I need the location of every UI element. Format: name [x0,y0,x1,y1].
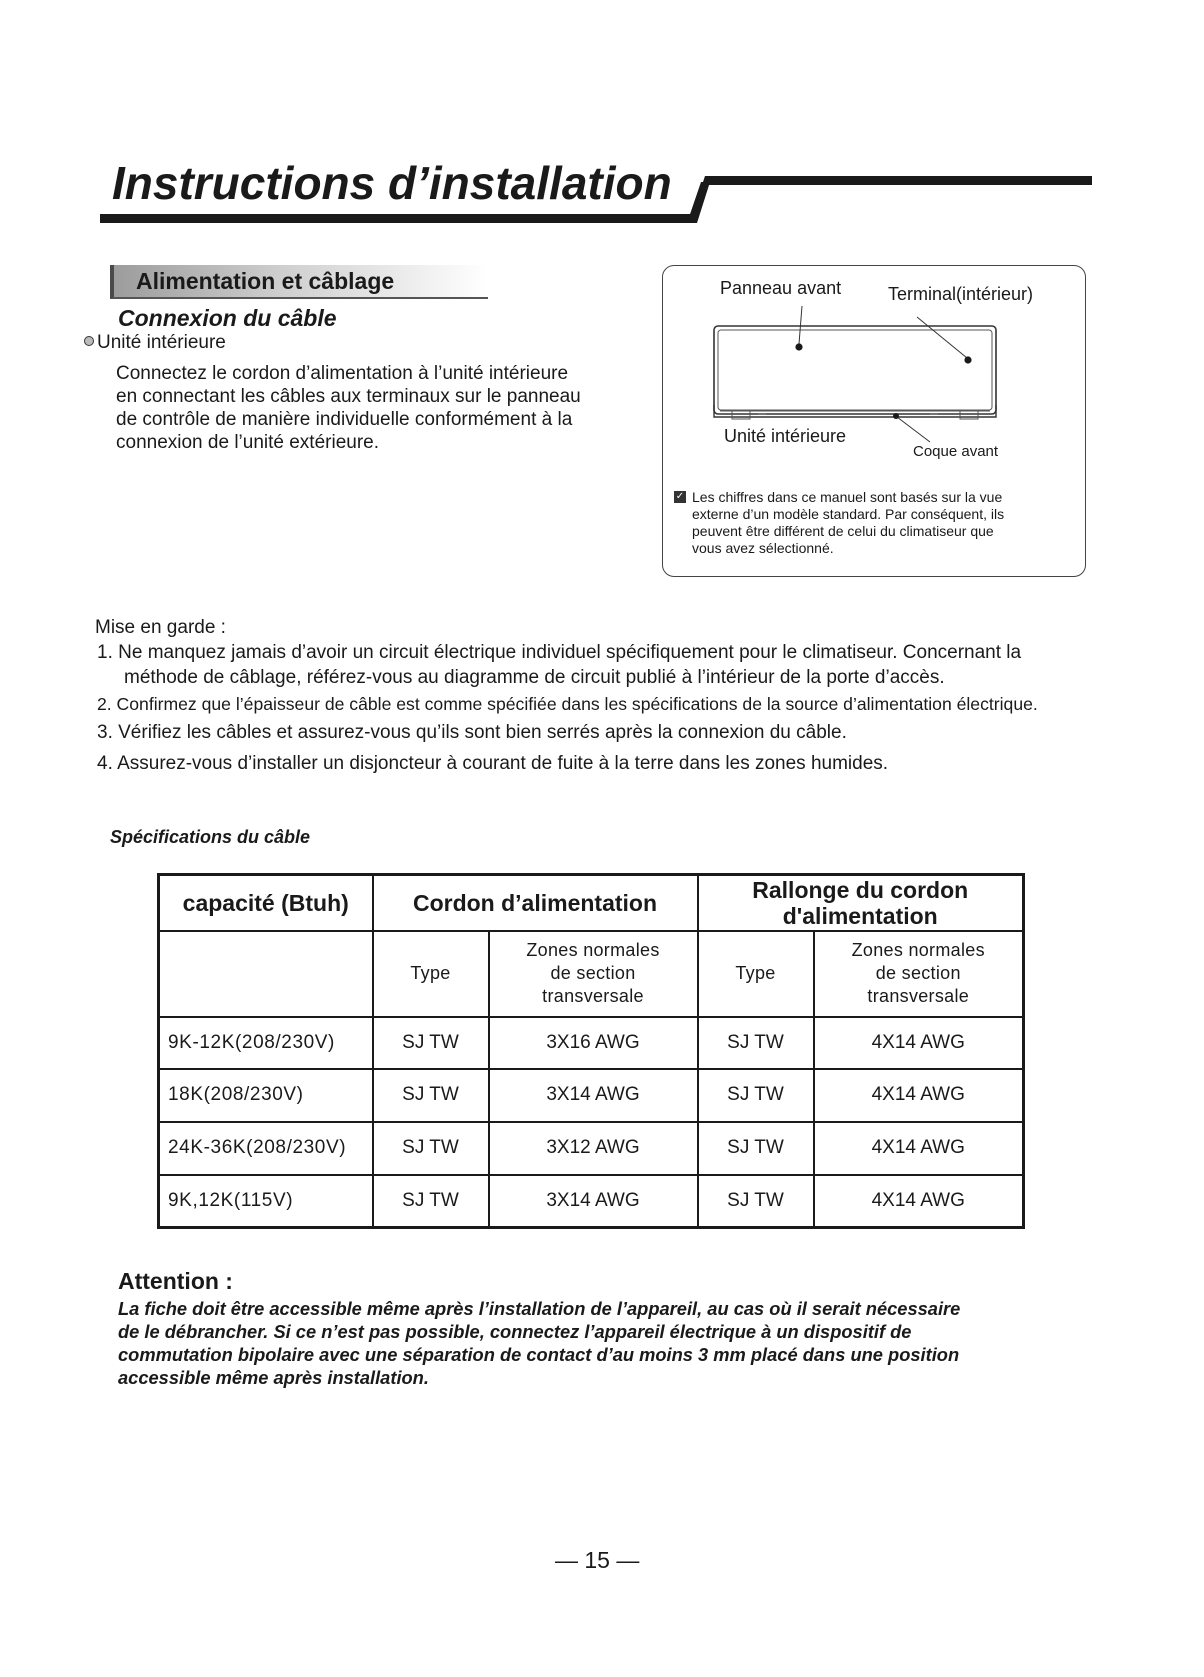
subheading: Connexion du câble [118,305,337,331]
attention-paragraph [118,1297,1078,1389]
subheader-line: Zones normales [851,940,985,960]
header-extension-cord [698,875,1024,931]
table-subheader-row [159,931,1024,1017]
cell-cord-section: 3X16 AWG [489,1017,698,1069]
cell-cord-type: SJ TW [373,1069,489,1122]
bullet-text: Unité intérieure [97,332,226,353]
table-header-row [159,875,1024,931]
caution-item-3: 3. Vérifiez les câbles et assurez-vous qu’ils sont bien serrés après la connexion du câble. [97,722,847,743]
header-extension-line: Rallonge du cordon [752,876,969,903]
cell-cord-section: 3X12 AWG [489,1122,698,1175]
note-line: vous avez sélectionné. [692,540,834,556]
subheader-ext-section [814,931,1024,1017]
cell-ext-type: SJ TW [698,1175,814,1228]
cable-spec-table [157,873,1025,1229]
front-shell-label: Coque avant [913,443,999,460]
front-panel-label: Panneau avant [720,278,842,298]
cell-ext-section: 4X14 AWG [814,1017,1024,1069]
cell-capacity: 9K-12K(208/230V) [159,1017,373,1069]
attention-line: commutation bipolaire avec une séparation de contact d’au moins 3 mm placé dans une position [118,1344,960,1365]
caution-title: Mise en garde : [95,617,226,638]
table-row [159,1069,1024,1122]
subheader-line: de section [875,963,961,983]
header-capacity: capacité (Btuh) [159,875,373,931]
cell-ext-type: SJ TW [698,1122,814,1175]
intro-line: en connectant les câbles aux terminaux sur le panneau [116,386,581,407]
caution-item-1: 1. Ne manquez jamais d’avoir un circuit électrique individuel spécifiquement pour le climatiseur. Concernant la [97,642,1022,663]
bullet-item [84,332,226,354]
subheader-line: transversale [542,986,644,1006]
header-extension-line: d'alimentation [782,902,938,929]
subheader-line: transversale [867,986,970,1006]
diagram-note [674,489,1074,557]
terminal-label: Terminal(intérieur) [888,284,1034,304]
page-number: — 15 — [555,1547,640,1573]
section-heading-text: Alimentation et câblage [136,268,395,294]
bullet-icon [84,336,94,346]
intro-line: connexion de l’unité extérieure. [116,432,380,453]
table-row [159,1017,1024,1069]
attention-line: de le débrancher. Si ce n’est pas possible, connectez l’appareil électrique à un dispositif de [118,1321,912,1342]
cell-ext-section: 4X14 AWG [814,1175,1024,1228]
note-line: Les chiffres dans ce manuel sont basés sur la vue [692,489,1003,505]
caution-item-2: 2. Confirmez que l’épaisseur de câble est comme spécifiée dans les spécifications de la source d’alimentation électrique. [97,694,1038,714]
subheader-line: de section [550,963,636,983]
section-heading [110,265,488,299]
caution-item-4: 4. Assurez-vous d’installer un disjoncteur à courant de fuite à la terre dans les zones humides. [97,753,889,774]
cell-ext-section: 4X14 AWG [814,1122,1024,1175]
subheader-empty [159,931,373,1017]
note-line: externe d’un modèle standard. Par conséquent, ils [692,506,1005,522]
subheader-cord-type: Type [373,931,489,1017]
title-underline [100,176,1100,226]
page-title: Instructions d’installation [112,157,672,209]
table-row [159,1122,1024,1175]
attention-line: La fiche doit être accessible même après l’installation de l’appareil, au cas où il serait nécessaire [118,1298,961,1319]
intro-line: Connectez le cordon d’alimentation à l’unité intérieure [116,363,569,384]
intro-paragraph [116,362,636,454]
intro-line: de contrôle de manière individuelle conformément à la [116,409,573,430]
cell-ext-section: 4X14 AWG [814,1069,1024,1122]
cell-cord-type: SJ TW [373,1017,489,1069]
spec-title: Spécifications du câble [110,827,311,847]
subheader-ext-type: Type [698,931,814,1017]
cell-ext-type: SJ TW [698,1069,814,1122]
cell-cord-type: SJ TW [373,1122,489,1175]
subheader-line: Zones normales [526,940,660,960]
attention-line: accessible même après installation. [118,1367,429,1388]
cell-cord-section: 3X14 AWG [489,1175,698,1228]
cell-cord-section: 3X14 AWG [489,1069,698,1122]
cell-capacity: 9K,12K(115V) [159,1175,373,1228]
caution-item-1-continued: méthode de câblage, référez-vous au diagramme de circuit publié à l’intérieur de la porte d’accès. [124,667,945,688]
note-check-icon: ✓ [675,491,685,503]
cell-capacity: 18K(208/230V) [159,1069,373,1122]
cell-cord-type: SJ TW [373,1175,489,1228]
indoor-unit-label: Unité intérieure [724,426,847,446]
note-line: peuvent être différent de celui du climatiseur que [692,523,994,539]
table-row [159,1175,1024,1228]
attention-title: Attention : [118,1268,233,1294]
cell-ext-type: SJ TW [698,1017,814,1069]
header-power-cord: Cordon d’alimentation [373,875,698,931]
subheader-cord-section [489,931,698,1017]
cell-capacity: 24K-36K(208/230V) [159,1122,373,1175]
